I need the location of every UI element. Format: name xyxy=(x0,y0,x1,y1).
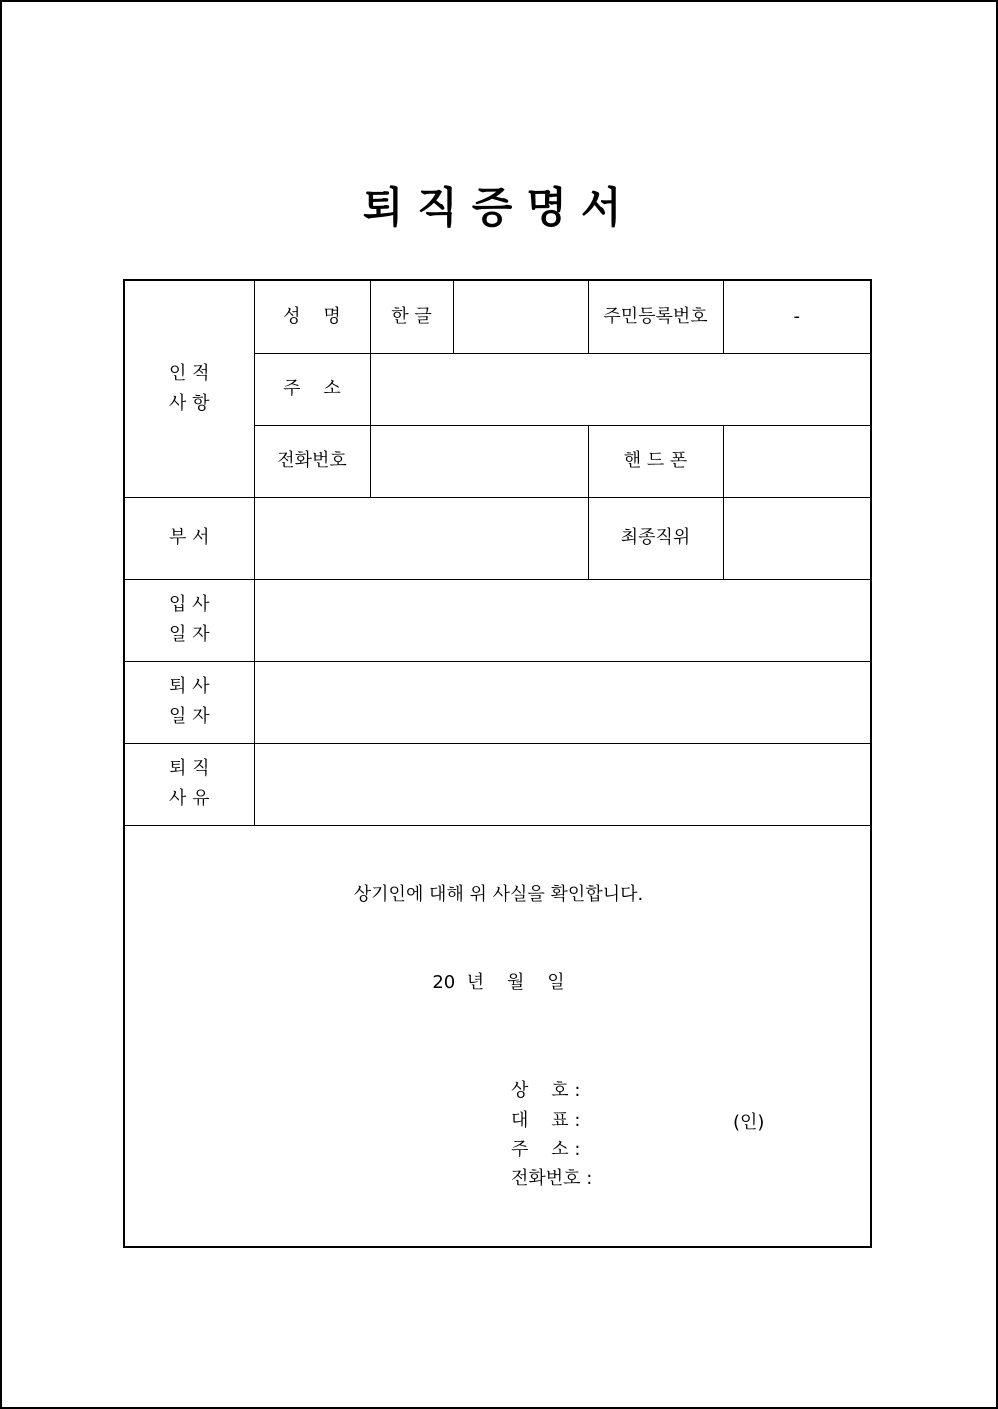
korean-name-value[interactable] xyxy=(453,280,588,353)
reason-value[interactable] xyxy=(254,743,871,825)
certificate-form-table xyxy=(123,279,872,1248)
join-date-value[interactable] xyxy=(254,579,871,661)
seal-mark: (인) xyxy=(733,1111,765,1133)
issue-date-line: 20 년 월 일 xyxy=(432,971,565,993)
company-label: 상 호 : xyxy=(511,1079,581,1101)
company-phone-label: 전화번호 : xyxy=(511,1167,593,1189)
company-address-label: 주 소 : xyxy=(511,1138,581,1160)
join-date-label: 입 사 일 자 xyxy=(124,579,254,661)
name-label: 성 명 xyxy=(254,280,370,353)
personal-section-label: 인 적 사 항 xyxy=(124,280,254,497)
position-value[interactable] xyxy=(723,497,871,579)
phone-value[interactable] xyxy=(370,425,588,497)
phone-label: 전화번호 xyxy=(254,425,370,497)
department-value[interactable] xyxy=(254,497,588,579)
rrn-value[interactable]: - xyxy=(723,280,871,353)
confirmation-section xyxy=(124,825,871,1247)
leave-date-label: 퇴 사 일 자 xyxy=(124,661,254,743)
document-title: 퇴직증명서 xyxy=(362,183,636,232)
address-value[interactable] xyxy=(370,353,871,425)
rrn-label: 주민등록번호 xyxy=(588,280,723,353)
mobile-label: 핸 드 폰 xyxy=(588,425,723,497)
confirmation-statement: 상기인에 대해 위 사실을 확인합니다. xyxy=(353,883,644,905)
address-label: 주 소 xyxy=(254,353,370,425)
position-label: 최종직위 xyxy=(588,497,723,579)
korean-name-label: 한 글 xyxy=(370,280,453,353)
leave-date-value[interactable] xyxy=(254,661,871,743)
representative-label: 대 표 : xyxy=(511,1109,581,1131)
department-label: 부 서 xyxy=(124,497,254,579)
reason-label: 퇴 직 사 유 xyxy=(124,743,254,825)
mobile-value[interactable] xyxy=(723,425,871,497)
